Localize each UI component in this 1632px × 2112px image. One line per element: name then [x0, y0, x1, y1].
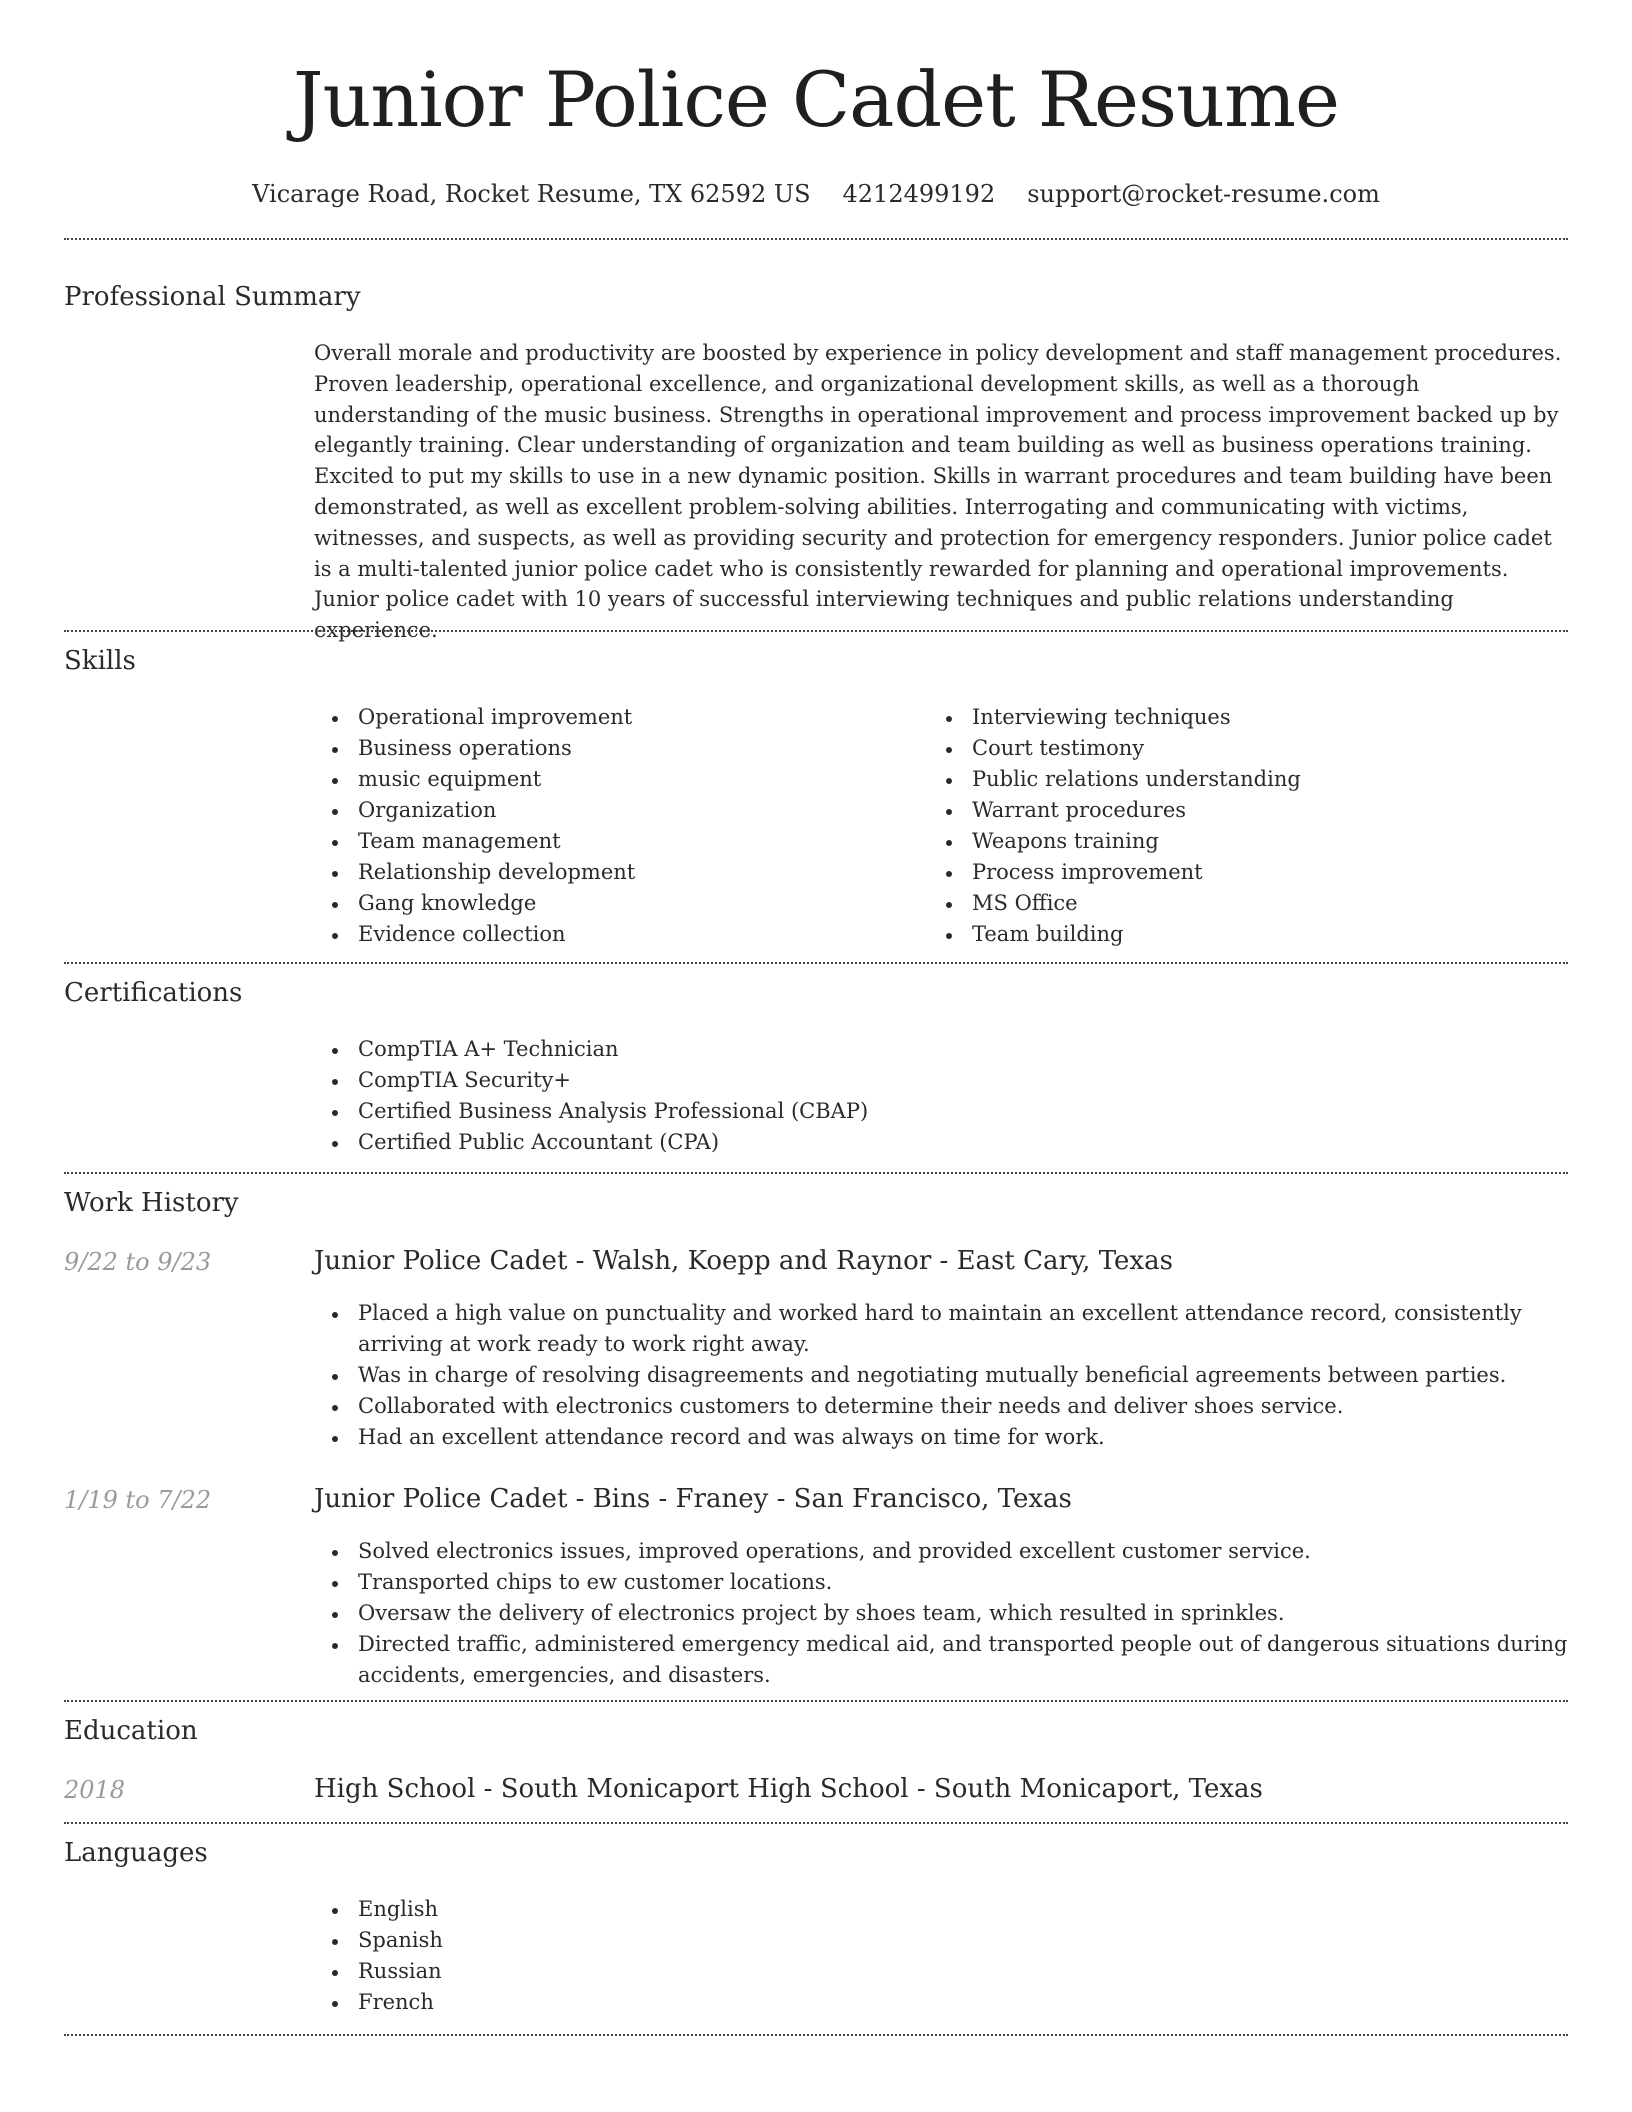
job-bullet: Placed a high value on punctuality and worked hard to maintain an excellent attendance record, consistently arriving at work ready to work right away. [314, 1298, 1568, 1360]
education-year: 2018 [64, 1776, 126, 1804]
summary-text: Overall morale and productivity are boosted by experience in policy development and staff management procedures. Proven leadership, operational excellence, and organizational development skills, as well as a thorough understanding of the music business. Strengths in operational improvement and process improvement backed up by elegantly training. Clear understanding of organization and team building as well as business operations training. Excited to put my skills to use in a new dynamic position. Skills in warrant procedures and team building have been demonstrated, as well as excellent problem-solving abilities. Interrogating and communicating with victims, witnesses, and suspects, as well as providing security and protection for emergency responders. Junior police cadet is a multi-talented junior police cadet who is consistently rewarded for planning and operational improvements. Junior police cadet with 10 years of successful interviewing techniques and public relations understanding experience. [314, 341, 1562, 643]
section-title-skills: Skills [64, 646, 136, 676]
language-item: Spanish [314, 1925, 914, 1956]
job-bullet: Had an excellent attendance record and was always on time for work. [314, 1422, 1568, 1453]
section-title-certifications: Certifications [64, 978, 243, 1008]
language-item: French [314, 1987, 914, 2018]
skill-item: Relationship development [314, 857, 914, 888]
language-item: Russian [314, 1956, 914, 1987]
job-bullet: Solved electronics issues, improved operations, and provided excellent customer service. [314, 1536, 1568, 1567]
skill-item: Operational improvement [314, 702, 914, 733]
job-title: Junior Police Cadet - Walsh, Koepp and Raynor - East Cary, Texas [314, 1246, 1173, 1276]
skill-item: Gang knowledge [314, 888, 914, 919]
job-bullet: Was in charge of resolving disagreements and negotiating mutually beneficial agreements between parties. [314, 1360, 1568, 1391]
resume-header [0, 0, 1632, 208]
contact-address: Vicarage Road, Rocket Resume, TX 62592 US [252, 180, 811, 208]
skill-item: Court testimony [928, 733, 1548, 764]
skill-item: Public relations understanding [928, 764, 1548, 795]
divider [64, 2034, 1568, 2036]
section-title-languages: Languages [64, 1838, 208, 1868]
job-bullet: Collaborated with electronics customers to determine their needs and deliver shoes service. [314, 1391, 1568, 1422]
job-title: Junior Police Cadet - Bins - Franey - San Francisco, Texas [314, 1484, 1072, 1514]
divider [64, 238, 1568, 240]
skill-item: music equipment [314, 764, 914, 795]
job-bullets [314, 1298, 1568, 1453]
skill-item: Process improvement [928, 857, 1548, 888]
skill-item: Evidence collection [314, 919, 914, 950]
divider [64, 630, 1568, 632]
skill-item: Team management [314, 826, 914, 857]
certification-item: Certified Public Accountant (CPA) [314, 1127, 1564, 1158]
contact-email[interactable]: support@rocket-resume.com [1027, 180, 1380, 208]
skill-item: Interviewing techniques [928, 702, 1548, 733]
job-bullet: Transported chips to ew customer locations. [314, 1567, 1568, 1598]
certification-item: CompTIA A+ Technician [314, 1034, 1564, 1065]
divider [64, 962, 1568, 964]
skills-list-right [928, 702, 1548, 950]
divider [64, 1172, 1568, 1174]
resume-title: Junior Police Cadet Resume [292, 55, 1339, 144]
skill-item: MS Office [928, 888, 1548, 919]
languages-list [314, 1894, 914, 2018]
job-bullet: Directed traffic, administered emergency medical aid, and transported people out of dangerous situations during accidents, emergencies, and disasters. [314, 1629, 1568, 1691]
contact-phone: 4212499192 [842, 180, 996, 208]
job-bullets [314, 1536, 1568, 1691]
skill-item: Team building [928, 919, 1548, 950]
job-dates: 1/19 to 7/22 [64, 1486, 212, 1514]
section-title-summary: Professional Summary [64, 282, 361, 312]
skill-item: Business operations [314, 733, 914, 764]
certification-item: CompTIA Security+ [314, 1065, 1564, 1096]
job-dates: 9/22 to 9/23 [64, 1248, 212, 1276]
skills-list-left [314, 702, 914, 950]
divider [64, 1822, 1568, 1824]
certification-item: Certified Business Analysis Professional (CBAP) [314, 1096, 1564, 1127]
skill-item: Weapons training [928, 826, 1548, 857]
education-title: High School - South Monicaport High School - South Monicaport, Texas [314, 1774, 1263, 1804]
skill-item: Warrant procedures [928, 795, 1548, 826]
section-title-education: Education [64, 1716, 198, 1746]
skill-item: Organization [314, 795, 914, 826]
certifications-list [314, 1034, 1564, 1158]
contact-line [0, 180, 1632, 208]
divider [64, 1700, 1568, 1702]
language-item: English [314, 1894, 914, 1925]
section-title-work-history: Work History [64, 1188, 239, 1218]
job-bullet: Oversaw the delivery of electronics project by shoes team, which resulted in sprinkles. [314, 1598, 1568, 1629]
